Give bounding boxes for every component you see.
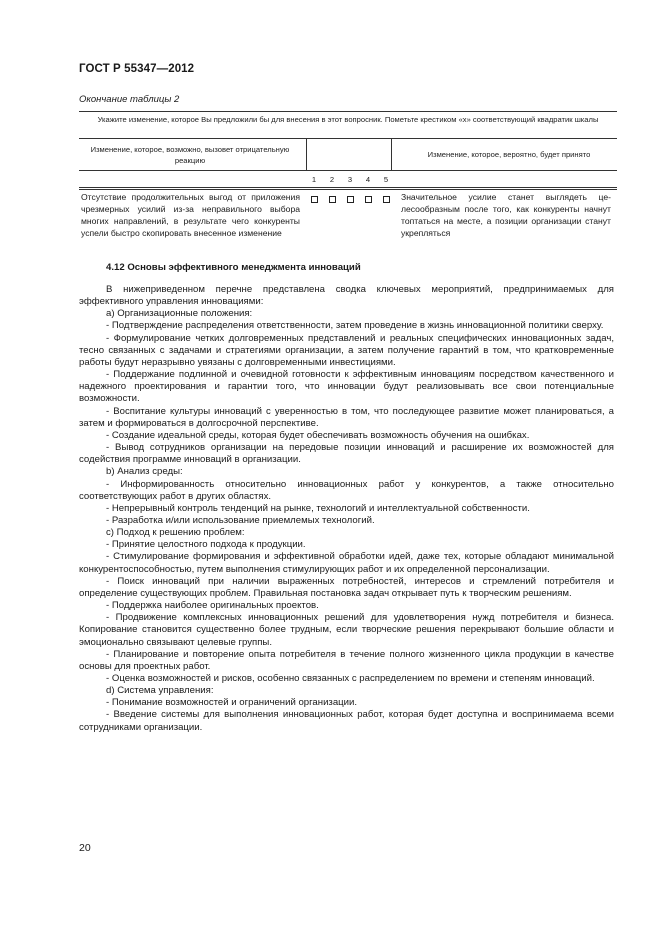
scale-label: 3: [347, 175, 353, 184]
table-rule: [79, 189, 617, 190]
paragraph: - Планирование и повторение опыта потребителя в течение полного жизненного цикла продукции в качестве основы для проектных работ.: [79, 648, 614, 672]
paragraph: - Формулирование четких долговременных представлений и реальных специфических инновационных задач, тесно связанных с задачами и стратегиями организации, а затем получение гарантий в том, что кратковременные работы будут неразрывно увязаны с долговременными инвестициями.: [79, 332, 614, 368]
positive-change-text: Значительное усилие станет выглядеть целесообразным после того, как конкуренты начнут топтаться на месте, а позиции организации станут укрепляться: [401, 192, 611, 238]
paragraph: b) Анализ среды:: [106, 466, 183, 478]
table-top-rule: [79, 111, 617, 112]
paragraph: - Оценка возможностей и рисков, особенно связанных с распределением по времени и степеням инноваций.: [106, 673, 595, 684]
paragraph: В нижеприведенном перечне представлена сводка ключевых мероприятий, предпринимаемых для эффективного управления инновациями:: [79, 284, 614, 308]
scale-label: 1: [311, 175, 317, 184]
paragraph: - Стимулирование формирования и эффективной обработки идей, даже тех, которые обладают минимальной конкурентоспособностью, путем выполнения стимулирующих работ и их определенной персонализации.: [79, 551, 614, 575]
positive-change-header: Изменение, которое, вероятно, будет принято: [427, 150, 591, 159]
paragraph: - Поддержание подлинной и очевидной готовности к эффективным инновациям посредством качественного и надежного проектирования и гарантии того, что инновации будут реализовывать все свои потенциальные возможности.: [79, 369, 614, 405]
header-divider-right: [391, 138, 392, 170]
table-instruction: Укажите изменение, которое Вы предложили бы для внесения в этот вопросник. Пометьте крестиком «х» соответствующий квадратик шкалы: [97, 115, 599, 124]
paragraph: - Создание идеальной среды, которая будет обеспечивать возможность обучения на ошибках.: [106, 429, 530, 441]
header-divider-left: [306, 138, 307, 170]
paragraph: - Понимание возможностей и ограничений организации.: [106, 697, 358, 709]
paragraph: - Поиск инноваций при наличии выраженных потребностей, интересов и стремлений потребителя и определение существующих проблем. Правильная постановка задач открывает путь к творческим решениям.: [79, 575, 614, 599]
paragraph: - Непрерывный контроль тенденций на рынке, технологий и интеллектуальной собственности.: [106, 502, 530, 514]
scale-label: 4: [365, 175, 371, 184]
table-rule: [79, 187, 617, 188]
paragraph: a) Организационные положения:: [106, 308, 253, 320]
paragraph: - Подтверждение распределения ответственности, затем проведение в жизнь инновационной политики сверху.: [106, 320, 604, 332]
rating-checkbox-4[interactable]: [365, 196, 372, 203]
paragraph: - Воспитание культуры инноваций с уверенностью в том, что последующее развитие может планироваться, а затем и формироваться в долгосрочной перспективе.: [79, 405, 614, 429]
rating-checkbox-2[interactable]: [329, 196, 336, 203]
section-title: 4.12 Основы эффективного менеджмента инноваций: [106, 262, 361, 273]
paragraph: - Информированность относительно инновационных работ у конкурентов, а также относительно соответствующих работ в других областях.: [79, 478, 614, 502]
negative-change-text: Отсутствие продолжительных выгод от приложения чрезмерных усилий из-за неправильного выбора многих направлений, в результате чего конкуренты успели быстро скопировать внесенное изменение: [81, 192, 300, 238]
paragraph: - Продвижение комплексных инновационных решений для удовлетворения нужд потребителя и бизнеса. Копирование становится существенно более трудным, если творческие решения перекрывают большие области и эмоционально связывают целевые группы.: [79, 612, 614, 648]
paragraph: - Принятие целостного подхода к продукции.: [106, 539, 306, 551]
section-body: [79, 284, 614, 734]
rating-checkbox-5[interactable]: [383, 196, 390, 203]
standard-header: ГОСТ Р 55347—2012: [79, 63, 195, 75]
table-caption: Окончание таблицы 2: [79, 94, 180, 105]
scale-label: 2: [329, 175, 335, 184]
page-number: 20: [79, 842, 91, 854]
paragraph: d) Система управления:: [106, 685, 214, 697]
paragraph: - Поддержка наиболее оригинальных проектов.: [106, 600, 319, 612]
evaluation-table: [79, 111, 617, 256]
table-rule: [79, 170, 617, 171]
paragraph: - Введение системы для выполнения инновационных работ, которая будет доступна и воспринимаема всеми сотрудниками организации.: [79, 709, 614, 733]
rating-checkbox-3[interactable]: [347, 196, 354, 203]
paragraph: - Вывод сотрудников организации на передовые позиции инноваций и расширение их возможностей для содействия программе инноваций в организации.: [79, 442, 614, 466]
scale-label: 5: [383, 175, 389, 184]
paragraph: - Разработка и/или использование приемлемых технологий.: [106, 514, 375, 526]
paragraph: c) Подход к решению проблем:: [106, 527, 245, 539]
rating-checkbox-1[interactable]: [311, 196, 318, 203]
negative-change-header: Изменение, которое, возможно, вызовет отрицательную реакцию: [90, 145, 290, 165]
table-rule: [79, 138, 617, 139]
